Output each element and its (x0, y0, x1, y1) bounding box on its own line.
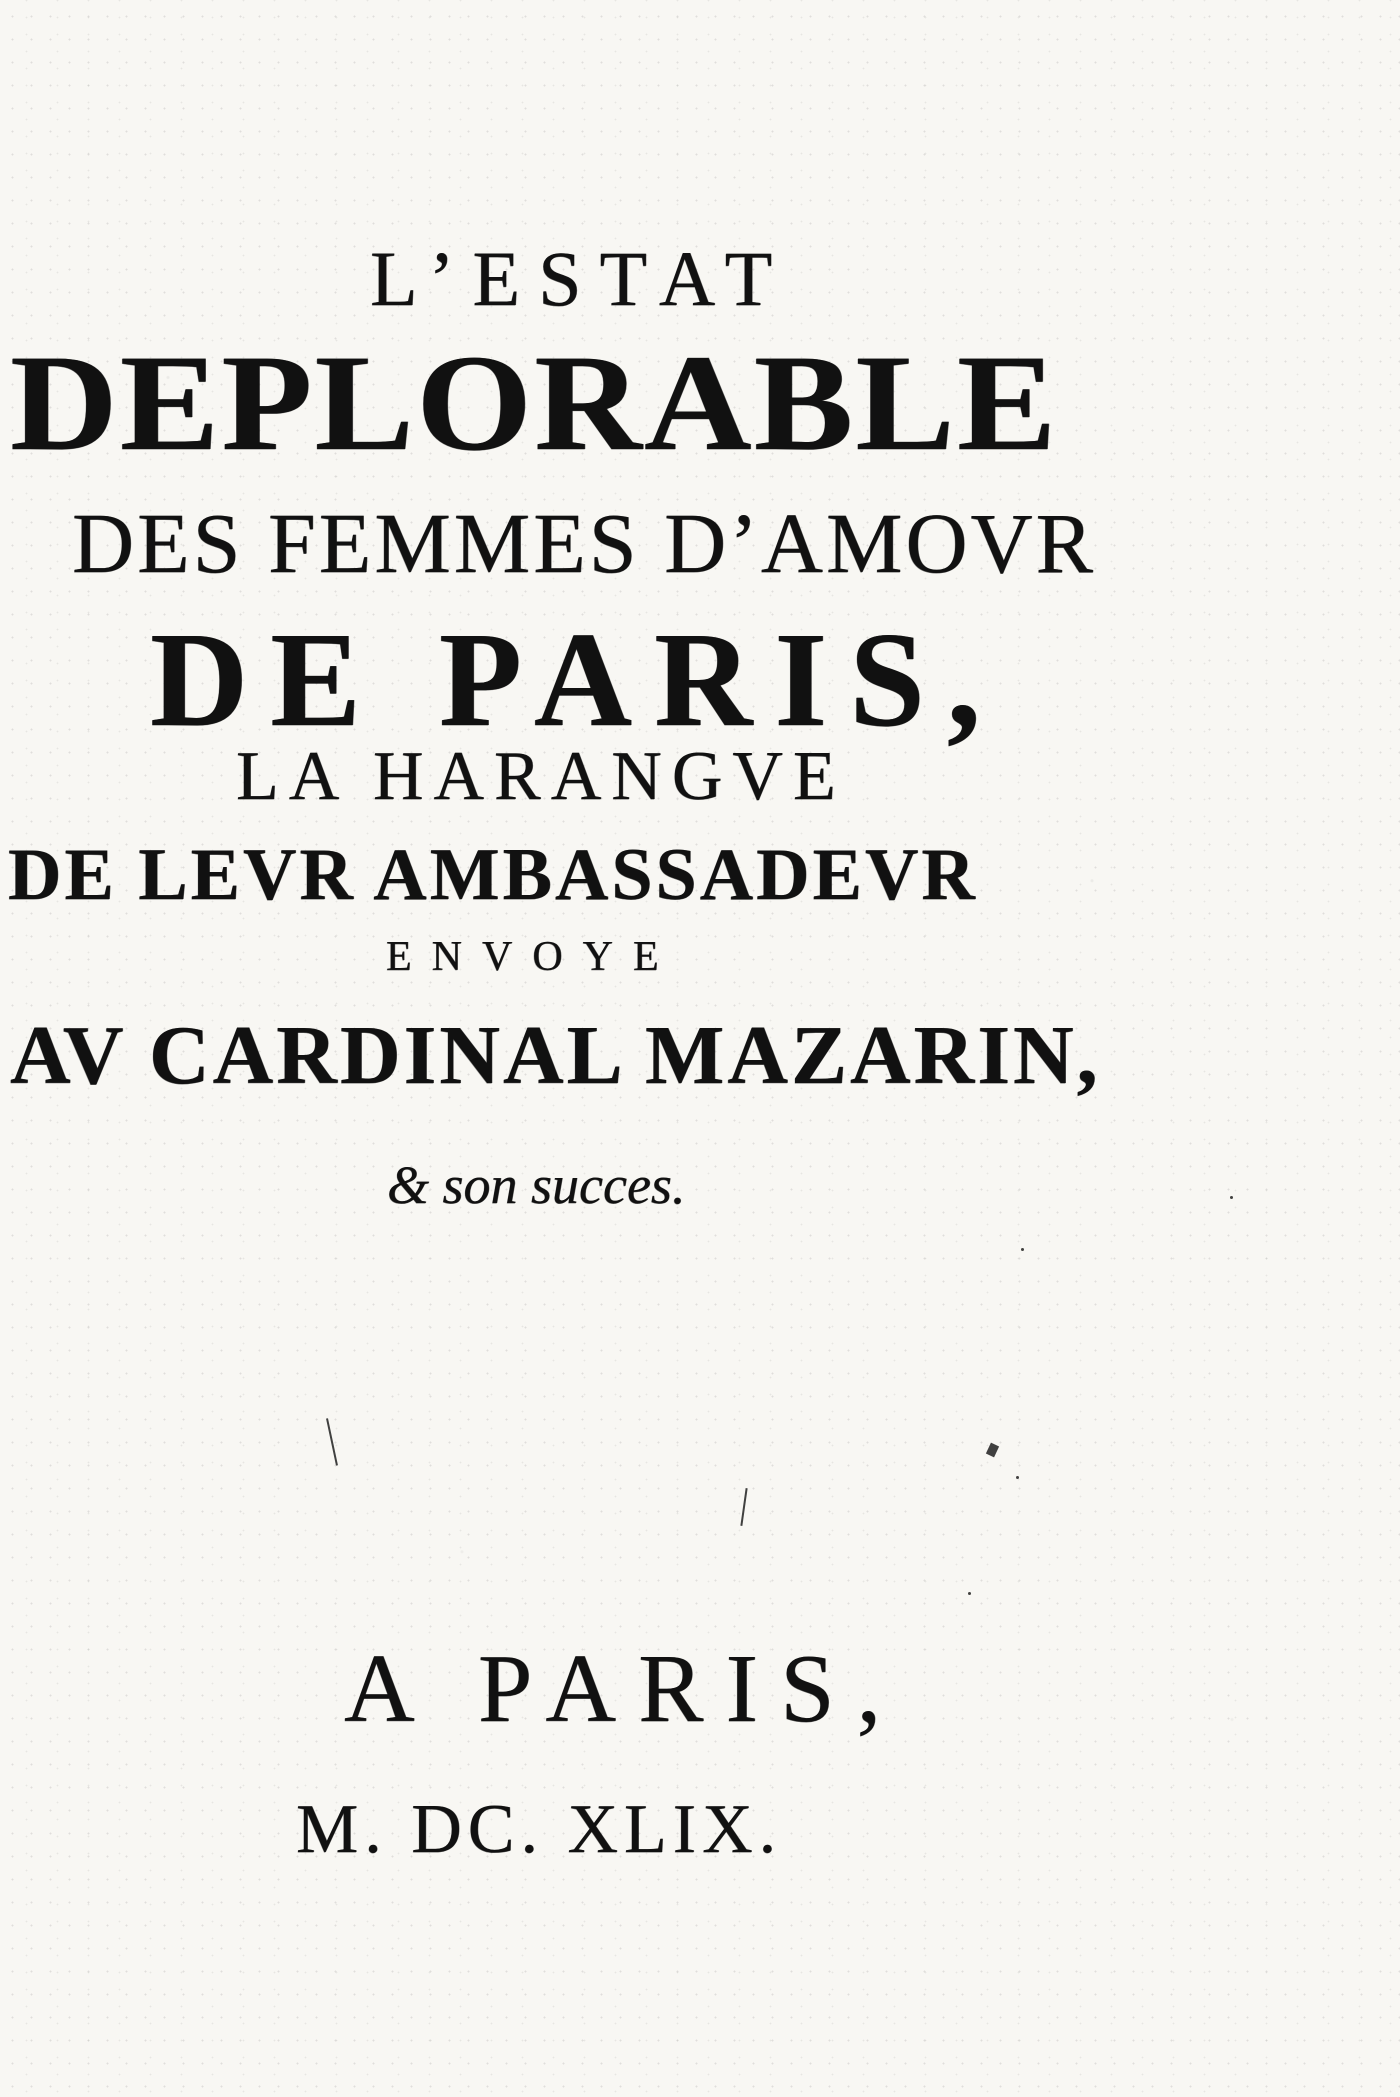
title-line-8: AV CARDINAL MAZARIN, (10, 1009, 1101, 1102)
ink-stroke (740, 1488, 747, 1526)
imprint-date: M. DC. XLIX. (296, 1791, 783, 1868)
title-line-6: DE LEVR AMBASSADEVR (8, 834, 978, 916)
ink-dot (1021, 1248, 1024, 1251)
ink-dot (968, 1592, 971, 1595)
title-line-1: L’ESTAT (370, 235, 791, 322)
title-line-2: DEPLORABLE (10, 326, 1059, 479)
ink-mark (986, 1443, 999, 1458)
ink-dot (1016, 1476, 1019, 1479)
title-line-5: LA HARANGVE (236, 738, 846, 815)
ink-dot (1230, 1196, 1233, 1199)
title-line-7: ENVOYE (386, 934, 679, 980)
title-line-9: & son succes. (387, 1155, 686, 1215)
title-line-4: DE PARIS, (150, 605, 1003, 755)
ink-stroke (326, 1418, 337, 1465)
imprint-place: A PARIS, (344, 1635, 904, 1743)
title-line-3: DES FEMMES D’AMOVR (72, 495, 1097, 591)
